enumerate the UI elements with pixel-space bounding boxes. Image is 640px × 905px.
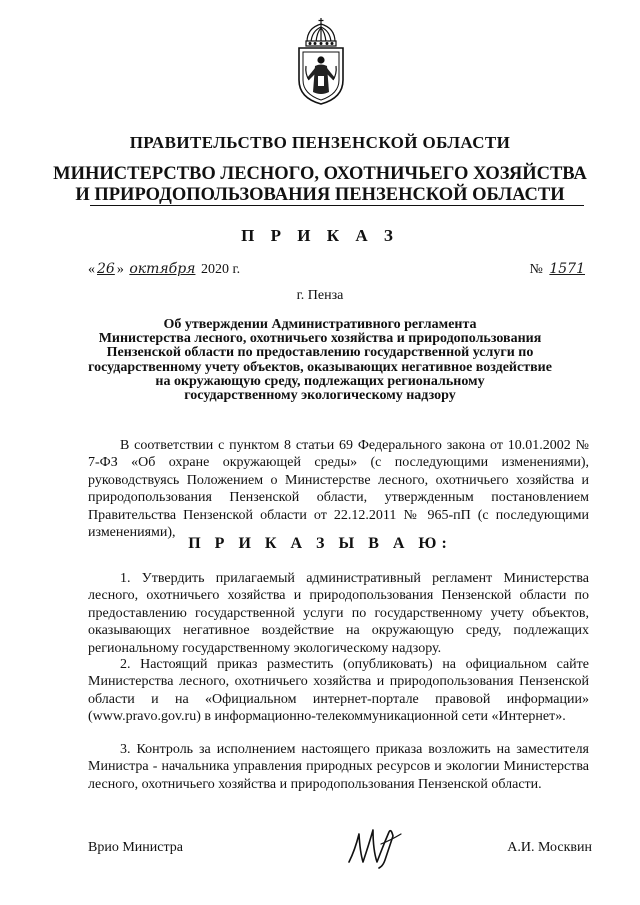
subject-line: Пензенской области по предоставлению государственной услуги по bbox=[106, 345, 534, 361]
subject-line: государственному экологическому надзору bbox=[184, 388, 456, 404]
document-type: П Р И К А З bbox=[241, 226, 399, 245]
document-date: « 26 » октября 2020 г. bbox=[88, 261, 241, 277]
subject-line: Об утверждении Административного регламента bbox=[163, 317, 477, 332]
date-day: 26 bbox=[97, 261, 115, 277]
ministry-title bbox=[0, 164, 640, 206]
ministry-title-line2: И ПРИРОДОПОЛЬЗОВАНИЯ ПЕНЗЕНСКОЙ ОБЛАСТИ bbox=[75, 185, 565, 205]
document-subject bbox=[0, 318, 640, 403]
date-year: 2020 г. bbox=[200, 262, 241, 277]
order-item-3: 3. Контроль за исполнением настоящего приказа возложить на заместителя Министра - начальника управления природных ресурсов и экологии Министерства лесного, охотничьего хозяйства и природопользования Пензенской области. bbox=[88, 742, 589, 792]
document-number bbox=[530, 261, 589, 278]
preamble-paragraph: В соответствии с пунктом 8 статьи 69 Федерального закона от 10.01.2002 № 7-ФЗ «Об охране окружающей среды» (с последующими изменениями), руководствуясь Положением о Министерстве лесного, охотничьего хозяйства и природопользования Пензенской области, утвержденным постановлением Правительства Пензенской области от 22.12.2011 № 965-пП (с последующими изменениями), bbox=[88, 438, 589, 541]
number-value: 1571 bbox=[549, 261, 585, 277]
subject-line: на окружающую среду, подлежащих региональному bbox=[155, 373, 485, 389]
signatory-name: А.И. Москвин bbox=[507, 840, 592, 855]
order-item-2: 2. Настоящий приказ разместить (опубликовать) на официальном сайте Министерства лесного, охотничьего хозяйства и природопользования Пензенской области и на «Официальном интернет-портале правовой информации» (www.pravo.gov.ru) в информационно-телекоммуникационной сети «Интернет». bbox=[88, 657, 589, 725]
handwritten-signature bbox=[345, 822, 405, 872]
subject-line: Министерства лесного, охотничьего хозяйства и природопользования bbox=[98, 331, 542, 347]
order-item-1: 1. Утвердить прилагаемый административный регламент Министерства лесного, охотничьего хозяйства и природопользования Пензенской области по предоставлению государственной услуги по государственному учету объектов, оказывающих негативное воздействие на окружающую среду, подлежащих региональному государственному экологическому надзору. bbox=[88, 571, 589, 656]
ministry-title-line1: МИНИСТЕРСТВО ЛЕСНОГО, ОХОТНИЧЬЕГО ХОЗЯЙСТВА bbox=[53, 164, 587, 184]
number-label: № bbox=[529, 262, 543, 277]
date-month: октября bbox=[129, 261, 196, 277]
coat-of-arms-emblem bbox=[293, 18, 349, 106]
coat-of-arms-icon bbox=[293, 18, 349, 106]
document-city: г. Пенза bbox=[296, 288, 344, 303]
signatory-position: Врио Министра bbox=[88, 840, 183, 855]
signature-icon bbox=[345, 822, 405, 872]
header-divider bbox=[90, 205, 584, 206]
subject-line: государственному учету объектов, оказывающих негативное воздействие bbox=[88, 359, 552, 375]
command-heading: П Р И К А З Ы В А Ю: bbox=[188, 535, 452, 552]
government-title: ПРАВИТЕЛЬСТВО ПЕНЗЕНСКОЙ ОБЛАСТИ bbox=[129, 133, 511, 152]
